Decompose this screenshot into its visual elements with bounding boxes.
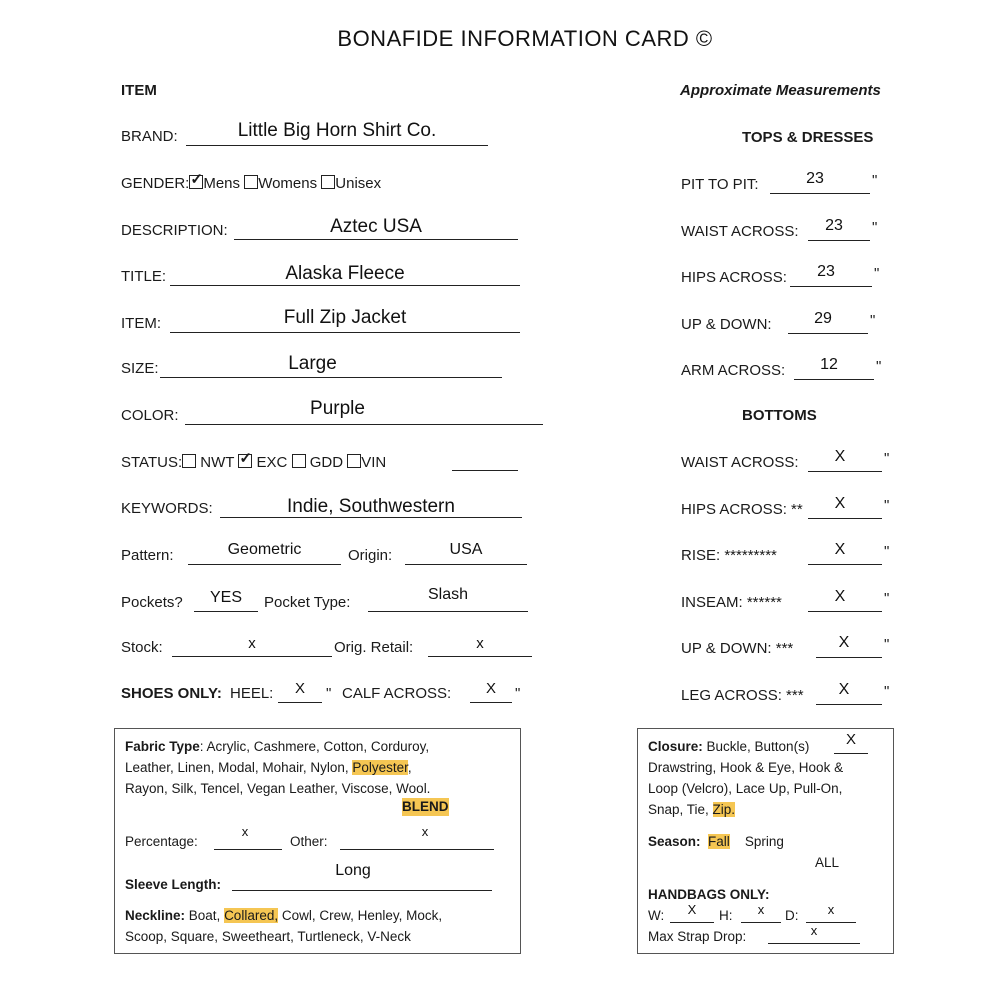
tops-row-value[interactable]: 29 — [814, 309, 832, 327]
size-label: SIZE: — [121, 360, 159, 377]
closure-value[interactable]: X — [845, 731, 856, 748]
w-label: W: — [648, 908, 665, 923]
neckline-label: Neckline: — [125, 908, 186, 923]
tops-row-unit: " — [870, 311, 876, 329]
season-row — [648, 831, 784, 852]
status-label: STATUS: — [121, 454, 183, 471]
percentage-value[interactable]: x — [241, 824, 249, 839]
origin-line — [405, 564, 527, 565]
pocket-type-line — [368, 611, 528, 612]
item-value[interactable]: Full Zip Jacket — [283, 307, 407, 328]
pattern-label: Pattern: — [121, 547, 174, 564]
blend-highlight: BLEND — [402, 799, 449, 814]
bottoms-row-label: INSEAM: ****** — [681, 593, 782, 611]
calf-label: CALF ACROSS: — [342, 685, 452, 702]
bottoms-row-unit: " — [884, 636, 890, 653]
gender-label: GENDER: — [121, 175, 190, 192]
gender-unisex-checkbox[interactable] — [321, 175, 335, 189]
tops-row-unit: " — [872, 172, 878, 189]
description-line — [234, 239, 518, 240]
season-fall-highlight: Fall — [708, 834, 730, 849]
title-field-label: TITLE: — [121, 268, 167, 285]
origin-label: Origin: — [348, 547, 393, 564]
tops-row-value[interactable]: 23 — [817, 263, 835, 280]
status-exc-checkbox[interactable] — [238, 454, 252, 468]
color-label: COLOR: — [121, 407, 179, 424]
size-value[interactable]: Large — [288, 353, 337, 374]
strap-label: Max Strap Drop: — [648, 929, 747, 944]
pattern-line — [188, 564, 341, 565]
status-gdd-label: GDD — [309, 454, 344, 471]
brand-label: BRAND: — [121, 128, 178, 145]
brand-line — [186, 145, 488, 146]
fabric-type-label: Fabric Type — [125, 739, 200, 754]
status-row — [121, 454, 386, 471]
percentage-line — [214, 849, 282, 850]
stock-label: Stock: — [121, 639, 163, 656]
tops-row-unit: " — [876, 358, 882, 375]
heel-label: HEEL: — [230, 685, 274, 702]
calf-line — [470, 702, 512, 703]
color-line — [185, 424, 543, 425]
stock-value[interactable]: x — [248, 635, 256, 652]
bottoms-row-label: LEG ACROSS: *** — [681, 686, 804, 704]
tops-row-unit: " — [874, 265, 880, 282]
bottoms-row-value[interactable]: X — [834, 448, 846, 465]
other-label: Other: — [290, 834, 328, 849]
strap-value[interactable]: x — [810, 923, 818, 938]
bottoms-row-unit: " — [884, 496, 890, 514]
other-line — [340, 849, 494, 850]
tops-row-line — [770, 193, 870, 194]
fabric-line-1: Fabric Type: Acrylic, Cashmere, Cotton, Corduroy, — [125, 739, 430, 754]
season-all: ALL — [815, 855, 840, 870]
tops-row-label: WAIST ACROSS: — [681, 222, 799, 240]
bottoms-row-label: WAIST ACROSS: — [681, 454, 799, 471]
measurements-heading: Approximate Measurements — [680, 82, 881, 99]
tops-row-label: PIT TO PIT: — [681, 176, 759, 193]
gender-mens-checkbox[interactable] — [189, 175, 203, 189]
fabric-line-3: Rayon, Silk, Tencel, Vegan Leather, Viscose, Wool. — [125, 781, 431, 796]
pockets-line — [194, 611, 258, 612]
origin-value[interactable]: USA — [449, 541, 483, 558]
bottoms-row-value[interactable]: X — [838, 634, 850, 651]
percentage-label: Percentage: — [125, 834, 198, 849]
neckline-line-2: Scoop, Square, Sweetheart, Turtleneck, V-Neck — [125, 929, 411, 944]
tops-row-unit: " — [872, 218, 878, 236]
closure-zip-highlight: Zip. — [712, 802, 736, 817]
color-value[interactable]: Purple — [310, 398, 365, 419]
strap-line — [768, 943, 860, 944]
bottoms-row-unit: " — [884, 682, 890, 700]
d-label: D: — [785, 908, 799, 923]
keywords-value[interactable]: Indie, Southwestern — [287, 496, 455, 517]
w-value[interactable]: X — [687, 902, 697, 917]
gender-unisex-label: Unisex — [335, 175, 382, 192]
bottoms-row-line — [808, 471, 882, 472]
heel-line — [278, 702, 322, 703]
pocket-type-value[interactable]: Slash — [427, 586, 469, 603]
pockets-value[interactable]: YES — [209, 589, 242, 606]
h-value[interactable]: x — [757, 902, 765, 917]
title-field-value[interactable]: Alaska Fleece — [285, 263, 405, 284]
sleeve-length-line — [232, 890, 492, 891]
d-value[interactable]: x — [827, 902, 835, 917]
status-vin-label: VIN — [361, 454, 387, 471]
bottoms-row-line — [816, 704, 882, 705]
bottoms-row-unit: " — [884, 589, 890, 607]
item-heading: ITEM — [121, 82, 157, 99]
bottoms-row-label: UP & DOWN: *** — [681, 640, 794, 657]
item-label: ITEM: — [121, 315, 161, 332]
bottoms-row-line — [808, 611, 882, 612]
h-label: H: — [719, 908, 733, 923]
fabric-line-2: Leather, Linen, Modal, Mohair, Nylon, Polyester, — [125, 760, 412, 775]
status-nwt-label: NWT — [200, 454, 235, 471]
closure-line-1: Closure: Buckle, Button(s) — [648, 739, 810, 754]
orig-retail-label: Orig. Retail: — [334, 639, 414, 656]
brand-value[interactable]: Little Big Horn Shirt Co. — [237, 120, 437, 141]
status-nwt-checkbox[interactable] — [182, 454, 196, 468]
calf-unit: " — [515, 685, 521, 702]
description-value[interactable]: Aztec USA — [330, 216, 422, 237]
heel-unit: " — [326, 685, 332, 702]
heel-value[interactable]: X — [294, 680, 305, 697]
tops-row-line — [794, 379, 874, 380]
bottoms-heading: BOTTOMS — [742, 407, 817, 424]
closure-line-2: Drawstring, Hook & Eye, Hook & — [648, 760, 844, 775]
gender-womens-label: Womens — [258, 175, 318, 192]
keywords-label: KEYWORDS: — [121, 500, 213, 517]
other-value[interactable]: x — [421, 824, 429, 839]
tops-row-line — [808, 240, 870, 241]
handbags-label: HANDBAGS ONLY: — [648, 887, 770, 902]
closure-line-3: Loop (Velcro), Lace Up, Pull-On, — [648, 781, 843, 796]
stock-line — [172, 656, 332, 657]
pockets-label: Pockets? — [121, 594, 183, 611]
bottoms-row-label: HIPS ACROSS: ** — [681, 500, 803, 518]
bottoms-row-label: RISE: ********* — [681, 547, 777, 564]
tops-row-label: HIPS ACROSS: — [681, 269, 787, 286]
tops-row-value[interactable]: 23 — [825, 216, 843, 234]
status-gdd-checkbox[interactable] — [292, 454, 306, 468]
w-line — [670, 922, 714, 923]
card-title: BONAFIDE INFORMATION CARD © — [337, 26, 713, 51]
tops-row-line — [788, 333, 868, 334]
status-vin-checkbox[interactable] — [347, 454, 361, 468]
gender-womens-checkbox[interactable] — [244, 175, 258, 189]
fabric-polyester-highlight: Polyester — [352, 760, 408, 775]
bottoms-row-unit: " — [884, 543, 890, 560]
closure-label: Closure: — [648, 739, 703, 754]
item-line — [170, 332, 520, 333]
status-line — [452, 470, 518, 471]
season-spring: Spring — [744, 834, 784, 849]
tops-row-line — [790, 286, 872, 287]
orig-retail-value[interactable]: x — [476, 635, 484, 652]
bottoms-row-value[interactable]: X — [838, 680, 850, 698]
status-exc-label: EXC — [256, 454, 288, 471]
neckline-line-1: Neckline: Boat, Collared, Cowl, Crew, Henley, Mock, — [125, 908, 443, 923]
bottoms-row-line — [808, 518, 882, 519]
description-label: DESCRIPTION: — [121, 222, 228, 239]
shoes-label: SHOES ONLY: — [121, 685, 222, 702]
tops-heading: TOPS & DRESSES — [742, 129, 874, 146]
calf-value[interactable]: X — [485, 680, 496, 697]
bottoms-row-line — [808, 564, 882, 565]
bottoms-row-value[interactable]: X — [834, 541, 846, 558]
orig-retail-line — [428, 656, 532, 657]
gender-row — [121, 175, 381, 192]
tops-row-label: ARM ACROSS: — [681, 362, 786, 379]
title-field-line — [170, 285, 520, 286]
bottoms-row-value[interactable]: X — [834, 494, 846, 512]
pattern-value[interactable]: Geometric — [227, 541, 302, 558]
closure-line-4: Snap, Tie, Zip. — [648, 802, 736, 817]
bottoms-row-unit: " — [884, 450, 890, 467]
gender-mens-label: Mens — [203, 175, 241, 192]
bottoms-row-line — [816, 657, 882, 658]
sleeve-length-value[interactable]: Long — [335, 862, 371, 879]
neckline-collared-highlight: Collared, — [224, 908, 279, 923]
bottoms-row-value[interactable]: X — [834, 587, 846, 605]
closure-line — [834, 753, 868, 754]
size-line — [160, 377, 502, 378]
tops-row-label: UP & DOWN: — [681, 315, 772, 333]
pocket-type-label: Pocket Type: — [264, 594, 351, 611]
sleeve-length-label: Sleeve Length: — [125, 877, 222, 892]
tops-row-value[interactable]: 23 — [806, 170, 824, 187]
tops-row-value[interactable]: 12 — [820, 356, 838, 373]
season-label: Season: — [648, 834, 701, 849]
